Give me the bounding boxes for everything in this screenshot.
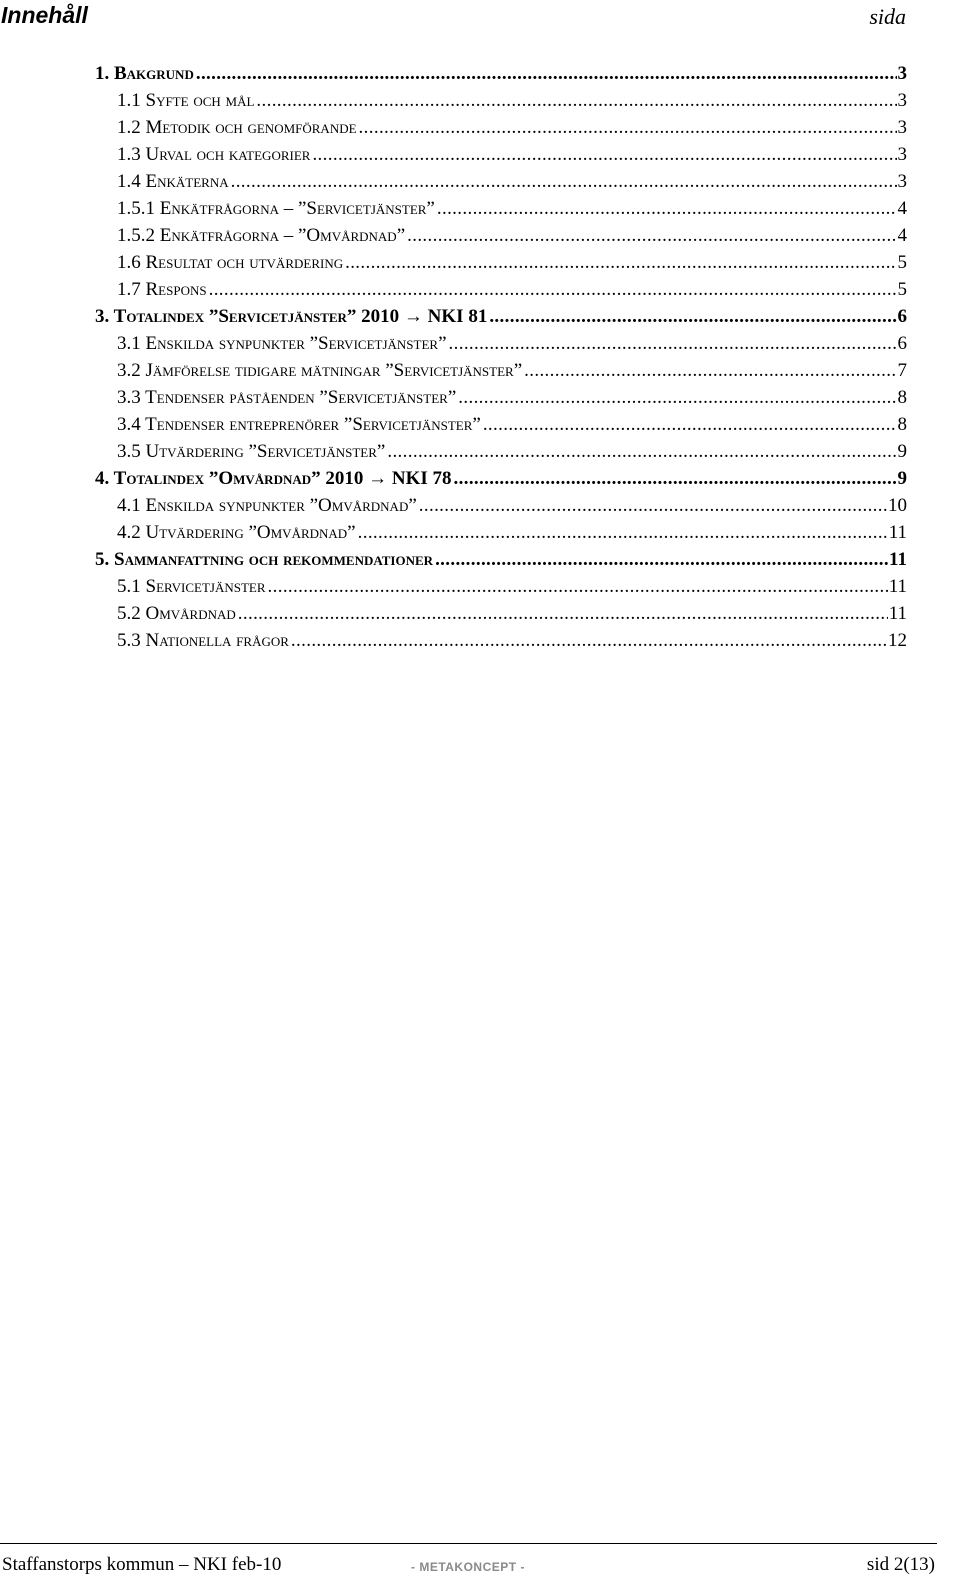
toc-entry-title: 5.1 Servicetjänster [117,576,266,597]
toc-entry-title: 3.1 Enskilda synpunkter ”Servicetjänster” [117,333,447,354]
toc-entry-page: 11 [888,603,907,624]
toc-entry[interactable] [95,60,907,87]
toc-entry[interactable] [95,411,907,438]
toc-entry-page: 5 [897,279,907,300]
toc-dot-leader [359,114,897,141]
toc-entry-title: 5.3 Nationella frågor [117,630,289,651]
toc-entry-page: 3 [897,90,907,111]
toc-entry-title: 1.5.2 Enkätfrågorna – ”Omvårdnad” [117,225,406,246]
toc-dot-leader [291,627,887,654]
toc-entry[interactable] [95,492,907,519]
toc-dot-leader [231,168,897,195]
toc-entry-title: 3.2 Jämförelse tidigare mätningar ”Servicetjänster” [117,360,523,381]
toc-entry[interactable] [95,195,907,222]
toc-dot-leader [458,384,896,411]
toc-dot-leader [449,330,897,357]
toc-entry-title: 1.3 Urval och kategorier [117,144,311,165]
toc-entry[interactable] [95,627,907,654]
toc-entry-page: 9 [897,441,907,462]
toc-entry-title: 3. Totalindex ”Servicetjänster” 2010 → NKI 81 [95,306,488,327]
toc-entry[interactable] [95,330,907,357]
toc-entry-page: 8 [897,414,907,435]
toc-entry-page: 11 [889,549,907,570]
footer-company-name: - METAKONCEPT - [411,1560,525,1574]
toc-dot-leader [489,303,896,330]
toc-entry[interactable] [95,357,907,384]
toc-entry-title: 1.7 Respons [117,279,207,300]
toc-dot-leader [238,600,888,627]
footer-divider [0,1543,937,1544]
toc-entry[interactable] [95,222,907,249]
toc-entry-page: 3 [897,117,907,138]
toc-entry[interactable] [95,600,907,627]
toc-entry-page: 10 [888,495,907,516]
toc-entry-page: 11 [888,576,907,597]
toc-entry[interactable] [95,438,907,465]
toc-entry-title: 3.4 Tendenser entreprenörer ”Servicetjänster” [117,414,481,435]
toc-entry-title: 4. Totalindex ”Omvårdnad” 2010 → NKI 78 [95,468,452,489]
toc-entry-title: 1.4 Enkäterna [117,171,229,192]
toc-dot-leader [268,573,888,600]
toc-dot-leader [483,411,897,438]
toc-dot-leader [256,87,896,114]
toc-dot-leader [312,141,896,168]
toc-dot-leader [419,492,887,519]
toc-dot-leader [345,249,896,276]
toc-entry-page: 4 [897,225,907,246]
toc-entry[interactable] [95,168,907,195]
toc-entry[interactable] [95,141,907,168]
table-of-contents [95,60,907,654]
toc-dot-leader [387,438,896,465]
toc-dot-leader [407,222,896,249]
toc-entry-title: 4.1 Enskilda synpunkter ”Omvårdnad” [117,495,417,516]
toc-entry-title: 1. Bakgrund [95,63,194,84]
toc-entry-title: 3.5 Utvärdering ”Servicetjänster” [117,441,386,462]
page-footer [0,1548,937,1584]
toc-dot-leader [209,276,897,303]
page-header [0,0,906,34]
toc-entry-title: 1.6 Resultat och utvärdering [117,252,344,273]
toc-entry[interactable] [95,573,907,600]
toc-entry-page: 3 [897,144,907,165]
toc-entry-page: 6 [897,306,907,327]
toc-entry-page: 7 [897,360,907,381]
toc-entry-title: 3.3 Tendenser påståenden ”Servicetjänster” [117,387,457,408]
toc-dot-leader [437,195,897,222]
toc-dot-leader [524,357,896,384]
toc-entry[interactable] [95,546,907,573]
toc-entry[interactable] [95,249,907,276]
toc-entry-title: 5.2 Omvårdnad [117,603,236,624]
footer-page-number: sid 2(13) [866,1554,935,1575]
toc-entry-page: 3 [897,63,907,84]
toc-entry-title: 1.2 Metodik och genomförande [117,117,357,138]
toc-entry-title: 1.1 Syfte och mål [117,90,255,111]
toc-dot-leader [435,546,888,573]
toc-entry[interactable] [95,114,907,141]
page-column-label: sida [869,4,906,29]
toc-entry-page: 4 [897,198,907,219]
toc-entry-page: 5 [897,252,907,273]
toc-entry[interactable] [95,276,907,303]
toc-dot-leader [196,60,897,87]
toc-entry-page: 3 [897,171,907,192]
toc-dot-leader [454,465,897,492]
toc-entry[interactable] [95,384,907,411]
toc-entry[interactable] [95,465,907,492]
toc-entry-title: 1.5.1 Enkätfrågorna – ”Servicetjänster” [117,198,435,219]
toc-entry[interactable] [95,87,907,114]
toc-entry-page: 11 [888,522,907,543]
toc-entry[interactable] [95,303,907,330]
toc-dot-leader [358,519,888,546]
toc-entry-page: 6 [897,333,907,354]
toc-entry-page: 9 [897,468,907,489]
toc-entry-title: 4.2 Utvärdering ”Omvårdnad” [117,522,356,543]
footer-document-info: Staffanstorps kommun – NKI feb-10 [2,1554,282,1575]
toc-heading: Innehåll [1,2,88,28]
toc-entry-title: 5. Sammanfattning och rekommendationer [95,549,434,570]
toc-entry-page: 12 [888,630,907,651]
toc-entry-page: 8 [897,387,907,408]
toc-entry[interactable] [95,519,907,546]
